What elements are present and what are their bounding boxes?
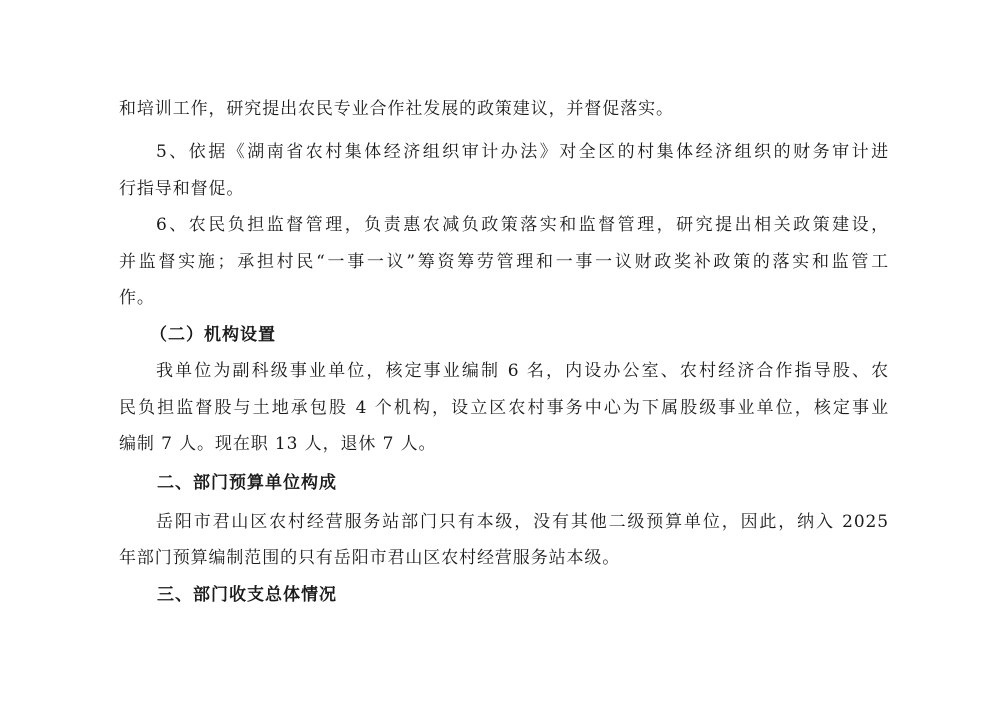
section-heading-revenue-expenditure: 三、部门收支总体情况 — [157, 585, 337, 605]
list-item-6-line: 6、农民负担监督管理，负责惠农减负政策落实和监督管理，研究提出相关政策建设， — [156, 215, 889, 235]
list-item-5-line: 5、依据《湖南省农村集体经济组织审计办法》对全区的村集体经济组织的财务审计进 — [156, 142, 889, 162]
section-heading-budget-units: 二、部门预算单位构成 — [157, 473, 337, 493]
paragraph-line: 岳阳市君山区农村经营服务站部门只有本级，没有其他二级预算单位，因此，纳入 2025 — [156, 512, 889, 532]
paragraph-line: 编制 7 人。现在职 13 人，退休 7 人。 — [119, 434, 437, 454]
paragraph-line: 年部门预算编制范围的只有岳阳市君山区农村经营服务站本级。 — [119, 548, 621, 568]
list-item-5-line: 行指导和督促。 — [119, 179, 245, 199]
paragraph-line: 我单位为副科级事业单位，核定事业编制 6 名，内设办公室、农村经济合作指导股、农 — [156, 361, 889, 381]
paragraph-line: 和培训工作，研究提出农民专业合作社发展的政策建议，并督促落实。 — [119, 99, 674, 119]
list-item-6-line: 并监督实施；承担村民“一事一议”筹资筹劳管理和一事一议财政奖补政策的落实和监管工 — [119, 252, 889, 272]
paragraph-line: 民负担监督股与土地承包股 4 个机构，设立区农村事务中心为下属股级事业单位，核定事业 — [119, 398, 889, 418]
list-item-6-line: 作。 — [119, 288, 155, 308]
section-heading-organization: （二）机构设置 — [150, 325, 276, 345]
